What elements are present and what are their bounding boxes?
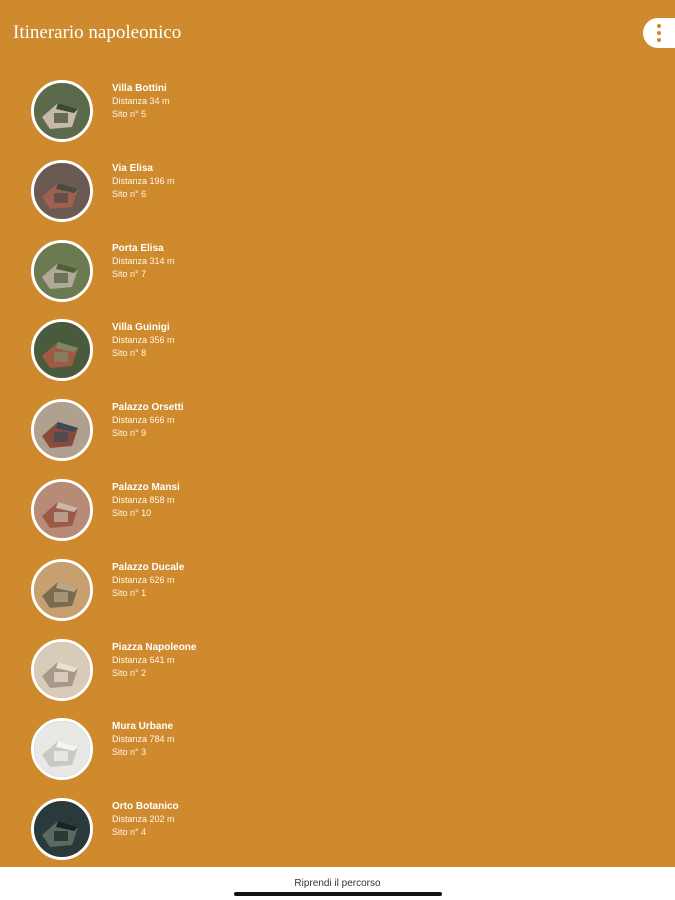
site-thumbnail <box>31 479 93 541</box>
site-number: Sito n° 1 <box>112 587 147 598</box>
site-image <box>34 642 90 698</box>
site-number: Sito n° 2 <box>112 667 147 678</box>
site-number: Sito n° 6 <box>112 188 147 199</box>
site-image <box>34 83 90 139</box>
site-name: Piazza Napoleone <box>112 641 197 653</box>
site-list-item[interactable] <box>0 475 675 555</box>
site-list-item[interactable] <box>0 156 675 236</box>
site-info <box>112 162 175 201</box>
site-number: Sito n° 10 <box>112 507 152 518</box>
more-vertical-icon <box>657 38 661 42</box>
site-list-item[interactable] <box>0 635 675 715</box>
site-name: Mura Urbane <box>112 721 174 733</box>
site-list-item[interactable] <box>0 76 675 156</box>
site-distance: Distanza 196 m <box>112 175 175 186</box>
site-number: Sito n° 3 <box>112 747 147 758</box>
site-info <box>112 720 175 759</box>
footer-bar <box>0 867 675 900</box>
site-thumbnail <box>31 160 93 222</box>
site-distance: Distanza 626 m <box>112 574 175 585</box>
site-thumbnail <box>31 319 93 381</box>
site-thumbnail <box>31 240 93 302</box>
site-number: Sito n° 8 <box>112 348 147 359</box>
site-image <box>34 322 90 378</box>
app-header <box>0 0 675 66</box>
site-info <box>112 82 170 121</box>
site-image <box>34 402 90 458</box>
site-distance: Distanza 314 m <box>112 255 175 266</box>
site-image <box>34 163 90 219</box>
site-name: Villa Guinigi <box>112 322 170 334</box>
site-name: Palazzo Mansi <box>112 481 180 493</box>
site-info <box>112 800 179 839</box>
site-list-item[interactable] <box>0 555 675 635</box>
more-vertical-icon <box>657 24 661 28</box>
site-name: Via Elisa <box>112 162 153 174</box>
page-title: Itinerario napoleonico <box>13 22 182 43</box>
site-distance: Distanza 858 m <box>112 494 175 505</box>
site-image <box>34 482 90 538</box>
site-thumbnail <box>31 80 93 142</box>
site-distance: Distanza 784 m <box>112 734 175 745</box>
site-image <box>34 562 90 618</box>
site-info <box>112 481 180 520</box>
site-distance: Distanza 356 m <box>112 335 175 346</box>
site-list-item[interactable] <box>0 714 675 794</box>
site-number: Sito n° 4 <box>112 827 147 838</box>
site-info <box>112 401 184 440</box>
site-name: Villa Bottini <box>112 83 167 94</box>
site-thumbnail <box>31 718 93 780</box>
site-distance: Distanza 641 m <box>112 654 175 665</box>
site-name: Palazzo Orsetti <box>112 402 184 414</box>
site-thumbnail <box>31 559 93 621</box>
site-distance: Distanza 202 m <box>112 814 175 825</box>
site-number: Sito n° 9 <box>112 428 147 439</box>
site-image <box>34 243 90 299</box>
site-thumbnail <box>31 399 93 461</box>
site-name: Palazzo Ducale <box>112 561 185 573</box>
site-thumbnail <box>31 798 93 860</box>
site-info <box>112 321 175 360</box>
site-distance: Distanza 666 m <box>112 415 175 426</box>
site-list-item[interactable] <box>0 794 675 874</box>
site-distance: Distanza 34 m <box>112 96 170 106</box>
more-vertical-icon <box>657 31 661 35</box>
site-info <box>112 641 196 680</box>
site-info <box>112 561 184 600</box>
site-image <box>34 801 90 857</box>
site-name: Porta Elisa <box>112 242 164 254</box>
site-thumbnail <box>31 639 93 701</box>
site-info <box>112 242 175 281</box>
site-number: Sito n° 5 <box>112 109 147 119</box>
site-number: Sito n° 7 <box>112 268 147 279</box>
resume-route-button[interactable]: Riprendi il percorso <box>0 878 675 889</box>
site-list <box>0 76 675 874</box>
home-indicator <box>234 892 442 896</box>
site-image <box>34 721 90 777</box>
more-options-button[interactable] <box>643 18 675 48</box>
site-name: Orto Botanico <box>112 801 179 813</box>
site-list-item[interactable] <box>0 236 675 316</box>
site-list-item[interactable] <box>0 395 675 475</box>
site-list-item[interactable] <box>0 315 675 395</box>
